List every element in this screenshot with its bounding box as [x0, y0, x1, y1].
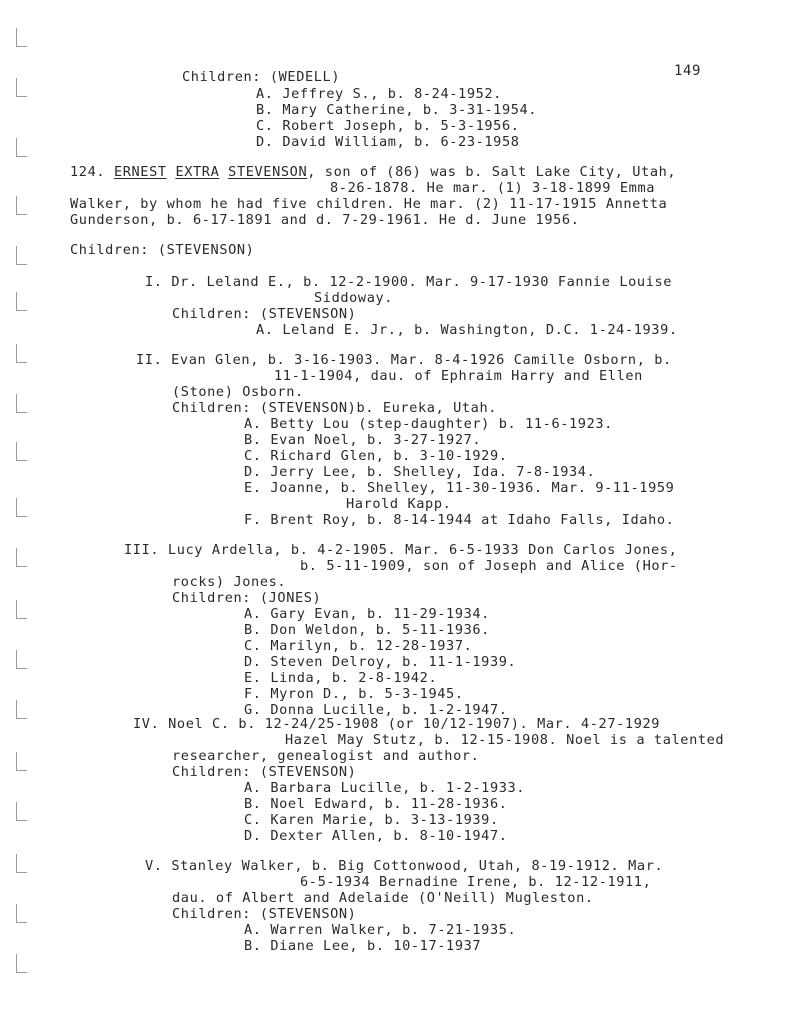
children-heading: Children: (JONES) — [172, 590, 322, 606]
children-heading: Children: (STEVENSON) — [172, 764, 357, 780]
child-record: 6-5-1934 Bernadine Irene, b. 12-12-1911, — [300, 874, 652, 890]
child-entry: A. Jeffrey S., b. 8-24-1952. — [256, 86, 502, 102]
entry-text: Gunderson, b. 6-17-1891 and d. 7-29-1961. He d. June 1956. — [70, 212, 580, 228]
grandchild-entry: E. Joanne, b. Shelley, 11-30-1936. Mar. 9-11-1959 — [244, 480, 675, 496]
margin-mark — [16, 802, 27, 821]
grandchild-entry: B. Don Weldon, b. 5-11-1936. — [244, 622, 490, 638]
margin-mark — [16, 954, 27, 973]
margin-mark — [16, 138, 27, 157]
children-heading: Children: (STEVENSON)b. Eureka, Utah. — [172, 400, 498, 416]
grandchild-entry: C. Marilyn, b. 12-28-1937. — [244, 638, 473, 654]
margin-mark — [16, 752, 27, 771]
grandchild-entry: A. Gary Evan, b. 11-29-1934. — [244, 606, 490, 622]
grandchild-entry: D. Jerry Lee, b. Shelley, Ida. 7-8-1934. — [244, 464, 596, 480]
child-record: researcher, genealogist and author. — [172, 748, 480, 764]
entry-number: 124. — [70, 164, 106, 180]
margin-mark — [16, 600, 27, 619]
grandchild-entry: F. Myron D., b. 5-3-1945. — [244, 686, 464, 702]
child-record: Hazel May Stutz, b. 12-15-1908. Noel is a talented — [285, 732, 725, 748]
grandchild-entry: G. Donna Lucille, b. 1-2-1947. — [244, 702, 508, 718]
child-record: dau. of Albert and Adelaide (O'Neill) Mugleston. — [172, 890, 594, 906]
child-record: 11-1-1904, dau. of Ephraim Harry and Ellen — [274, 368, 643, 384]
entry-text: Walker, by whom he had five children. He mar. (2) 11-17-1915 Annetta — [70, 196, 668, 212]
margin-mark — [16, 28, 27, 47]
children-heading: Children: (STEVENSON) — [70, 242, 255, 258]
entry-name-last: STEVENSON — [228, 164, 308, 180]
margin-mark — [16, 394, 27, 413]
grandchild-entry: D. Steven Delroy, b. 11-1-1939. — [244, 654, 517, 670]
margin-mark — [16, 700, 27, 719]
margin-mark — [16, 650, 27, 669]
child-record: b. 5-11-1909, son of Joseph and Alice (Hor- — [300, 558, 678, 574]
grandchild-entry: A. Betty Lou (step-daughter) b. 11-6-1923. — [244, 416, 613, 432]
grandchild-entry: A. Barbara Lucille, b. 1-2-1933. — [244, 780, 526, 796]
grandchild-entry: F. Brent Roy, b. 8-14-1944 at Idaho Falls, Idaho. — [244, 512, 675, 528]
grandchild-entry: C. Richard Glen, b. 3-10-1929. — [244, 448, 508, 464]
entry-first-line — [70, 164, 676, 180]
grandchild-entry: B. Diane Lee, b. 10-17-1937 — [244, 938, 482, 954]
page-number: 149 — [674, 63, 702, 79]
child-entry: C. Robert Joseph, b. 5-3-1956. — [256, 118, 520, 134]
child-record: II. Evan Glen, b. 3-16-1903. Mar. 8-4-1926 Camille Osborn, b. — [136, 352, 672, 368]
child-record: V. Stanley Walker, b. Big Cottonwood, Utah, 8-19-1912. Mar. — [145, 858, 664, 874]
grandchild-entry: E. Linda, b. 2-8-1942. — [244, 670, 438, 686]
entry-name-first: ERNEST — [113, 164, 167, 180]
grandchild-entry: A. Leland E. Jr., b. Washington, D.C. 1-24-1939. — [256, 322, 678, 338]
margin-mark — [16, 442, 27, 461]
child-entry: D. David William, b. 6-23-1958 — [256, 134, 520, 150]
entry-text: 8-26-1878. He mar. (1) 3-18-1899 Emma — [330, 180, 656, 196]
children-heading: Children: (STEVENSON) — [172, 306, 357, 322]
margin-mark — [16, 196, 27, 215]
grandchild-entry: A. Warren Walker, b. 7-21-1935. — [244, 922, 517, 938]
child-entry: B. Mary Catherine, b. 3-31-1954. — [256, 102, 538, 118]
child-record: Siddoway. — [314, 290, 394, 306]
children-heading: Children: (STEVENSON) — [172, 906, 357, 922]
margin-mark — [16, 292, 27, 311]
child-record: (Stone) Osborn. — [172, 384, 304, 400]
entry-text: , son of (86) was b. Salt Lake City, Utah, — [307, 164, 677, 180]
child-record: III. Lucy Ardella, b. 4-2-1905. Mar. 6-5-1933 Don Carlos Jones, — [124, 542, 678, 558]
child-record: I. Dr. Leland E., b. 12-2-1900. Mar. 9-17-1930 Fannie Louise — [145, 274, 673, 290]
grandchild-entry: C. Karen Marie, b. 3-13-1939. — [244, 812, 499, 828]
margin-mark — [16, 344, 27, 363]
margin-mark — [16, 904, 27, 923]
margin-mark — [16, 854, 27, 873]
margin-mark — [16, 548, 27, 567]
grandchild-entry: B. Evan Noel, b. 3-27-1927. — [244, 432, 482, 448]
children-heading: Children: (WEDELL) — [182, 69, 341, 85]
child-record: rocks) Jones. — [172, 574, 287, 590]
entry-name-middle: EXTRA — [175, 164, 220, 180]
grandchild-entry: B. Noel Edward, b. 11-28-1936. — [244, 796, 508, 812]
margin-mark — [16, 246, 27, 265]
margin-mark — [16, 78, 27, 97]
grandchild-entry: Harold Kapp. — [346, 496, 452, 512]
grandchild-entry: D. Dexter Allen, b. 8-10-1947. — [244, 828, 508, 844]
margin-mark — [16, 498, 27, 517]
child-record: IV. Noel C. b. 12-24/25-1908 (or 10/12-1907). Mar. 4-27-1929 — [133, 716, 661, 732]
